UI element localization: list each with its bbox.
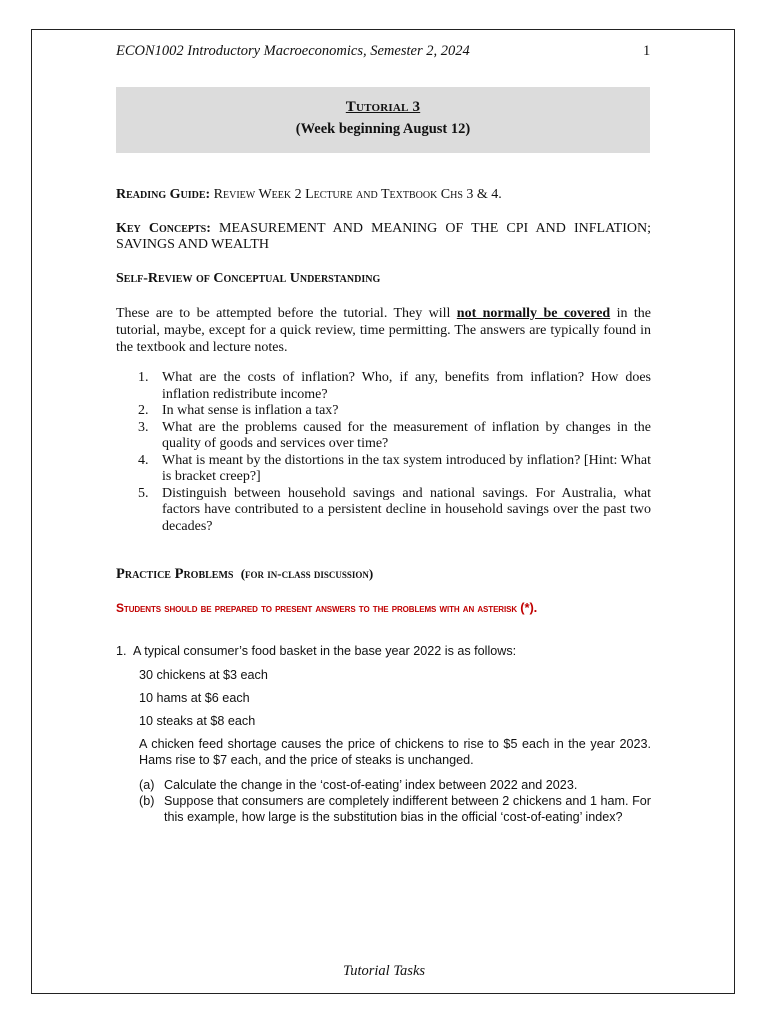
list-item	[116, 403, 651, 420]
basket-item-chickens: 30 chickens at $3 each	[139, 668, 268, 682]
part-text: Suppose that consumers are completely indifferent between 2 chickens and 1 ham. For this example, how large is the substitution bias in the official ‘cost-of-eating’ index?	[164, 794, 651, 824]
intro-text-end: in the tutorial, maybe, except for a quick review, time permitting. The answers are typically found in the textbook and lecture notes.	[116, 306, 652, 355]
part-label: (b)	[139, 794, 155, 808]
list-item	[116, 453, 651, 486]
key-concepts	[116, 221, 651, 253]
reading-guide	[116, 187, 651, 203]
part-label: (a)	[139, 778, 155, 792]
part-text: Calculate the change in the ‘cost-of-eating’ index between 2022 and 2023.	[164, 778, 578, 792]
basket-item-steaks: 10 steaks at $8 each	[139, 714, 256, 728]
problem-intro-text: A typical consumer’s food basket in the base year 2022 is as follows:	[133, 644, 517, 658]
intro-text-start: These are to be attempted before the tutorial. They will	[116, 306, 457, 321]
question-number: 4.	[138, 452, 149, 468]
question-number: 2.	[138, 403, 149, 418]
question-text: What are the problems caused for the measurement of inflation by changes in the quality of goods and services over time?	[162, 419, 651, 451]
question-number: 5.	[138, 485, 149, 501]
asterisk-mark: (*).	[520, 600, 538, 615]
self-review-heading: Self-Review of Conceptual Understanding	[116, 271, 381, 286]
question-text: In what sense is inflation a tax?	[162, 403, 339, 418]
page-footer: Tutorial Tasks	[342, 963, 426, 979]
question-text: Distinguish between household savings and national savings. For Australia, what factors have contributed to a persistent decline in household savings over the past two decades?	[162, 485, 651, 534]
asterisk-notice	[116, 600, 537, 615]
reading-guide-value: Review Week 2 Lecture and Textbook Chs 3 & 4.	[213, 187, 502, 202]
question-number: 3.	[138, 419, 149, 435]
key-concepts-label: Key Concepts:	[116, 221, 211, 236]
practice-heading-note: (for in-class discussion)	[240, 566, 374, 581]
self-review-questions	[116, 370, 651, 535]
course-header: ECON1002 Introductory Macroeconomics, Semester 2, 2024	[116, 43, 470, 59]
asterisk-notice-text: Students should be prepared to present answers to the problems with an asterisk	[116, 601, 518, 615]
practice-heading-title: Practice Problems	[116, 566, 234, 582]
reading-guide-label: Reading Guide:	[116, 187, 211, 202]
problem-number: 1.	[116, 644, 127, 658]
question-number: 1.	[138, 370, 149, 385]
list-item	[116, 370, 651, 403]
list-item	[116, 486, 651, 536]
tutorial-subtitle: (Week beginning August 12)	[295, 121, 471, 137]
question-text: What are the costs of inflation? Who, if any, benefits from inflation? How does inflation redistribute income?	[162, 370, 651, 402]
list-item	[116, 420, 651, 453]
intro-emphasis: not normally be covered	[456, 306, 611, 321]
basket-item-hams: 10 hams at $6 each	[139, 691, 250, 705]
tutorial-title: Tutorial 3	[345, 99, 421, 115]
question-text: What is meant by the distortions in the tax system introduced by inflation? [Hint: What is bracket creep?]	[162, 452, 651, 484]
title-box	[116, 87, 650, 153]
problem-scenario: A chicken feed shortage causes the price of chickens to rise to $5 each in the year 2023. Hams rise to $7 each, and the price of steaks is unchanged.	[139, 737, 651, 767]
practice-heading	[116, 566, 651, 582]
key-concepts-value: MEASUREMENT AND MEANING OF THE CPI AND INFLATION; SAVINGS AND WEALTH	[116, 221, 651, 252]
page-number: 1	[643, 43, 651, 59]
self-review-intro	[116, 305, 651, 356]
